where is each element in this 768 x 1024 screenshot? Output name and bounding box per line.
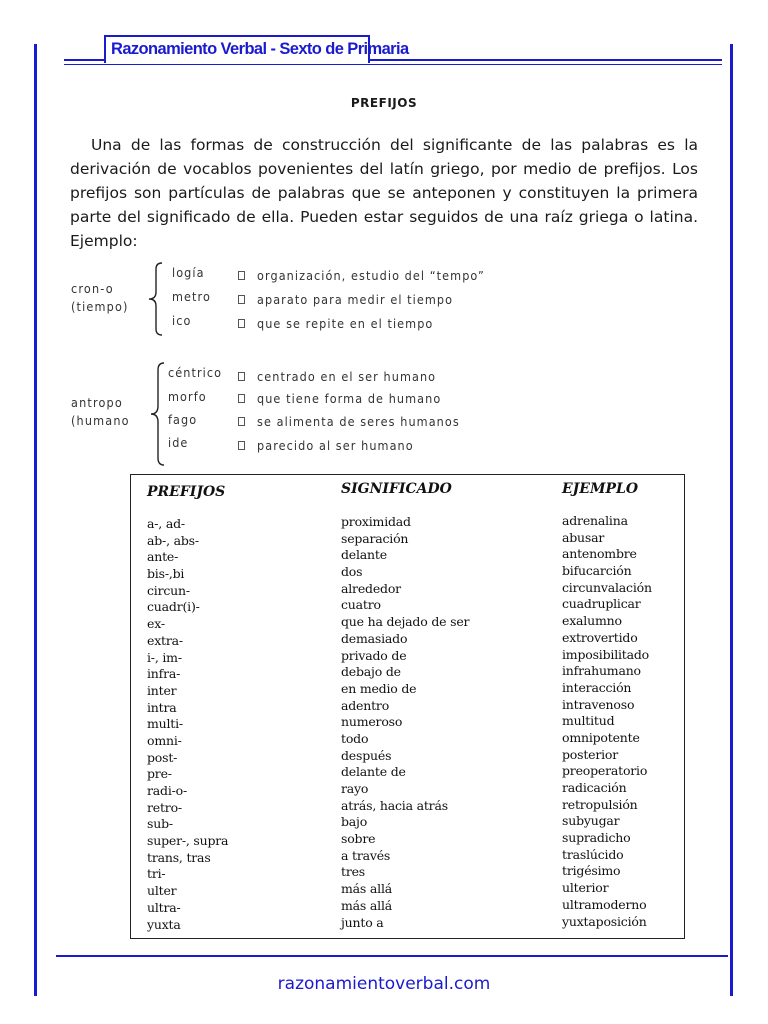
example-column <box>562 513 652 930</box>
table-cell-meaning: todo <box>341 730 369 746</box>
root-name: antropo <box>71 395 123 410</box>
table-cell-example: abusar <box>562 529 605 545</box>
footer-rule <box>56 955 728 957</box>
table-cell-meaning: más allá <box>341 897 392 913</box>
bullet-icon <box>238 394 245 403</box>
table-cell-prefix: trans, tras <box>147 849 211 865</box>
table-cell-example: preoperatorio <box>562 763 648 779</box>
table-cell-prefix: extra- <box>147 632 183 648</box>
table-cell-prefix: yuxta <box>147 916 181 932</box>
table-header-significado: SIGNIFICADO <box>341 481 452 497</box>
table-cell-example: cuadruplicar <box>562 596 641 612</box>
table-cell-prefix: super-, supra <box>147 833 229 849</box>
meaning-item: parecido al ser humano <box>257 438 414 453</box>
table-cell-meaning: alrededor <box>341 580 401 596</box>
table-cell-prefix: ab-, abs- <box>147 532 199 548</box>
intro-paragraph: Una de las formas de construcción del significante de las palabras es la derivación de vocablos povenientes del latín griego, por medio de prefijos. Los prefijos son partículas de palabras que se anteponen y constituyen la primera parte del significado de ella. Pueden estar seguidos de una raíz griega o latina. Ejemplo: <box>70 136 698 250</box>
table-cell-example: ultramoderno <box>562 896 647 912</box>
table-cell-prefix: inter <box>147 682 177 698</box>
table-cell-example: multitud <box>562 713 615 729</box>
table-cell-example: posterior <box>562 746 619 762</box>
table-header-prefijos: PREFIJOS <box>147 484 226 500</box>
table-cell-prefix: sub- <box>147 816 173 832</box>
example-root-antropo <box>71 394 130 430</box>
table-cell-meaning: debajo de <box>341 664 401 680</box>
suffix-item: céntrico <box>168 365 223 380</box>
table-cell-meaning: después <box>341 747 392 763</box>
table-cell-example: exalumno <box>562 613 622 629</box>
table-cell-prefix: circun- <box>147 582 190 598</box>
table-cell-example: supradicho <box>562 830 631 846</box>
table-cell-example: interacción <box>562 679 632 695</box>
table-cell-example: bifucarción <box>562 563 632 579</box>
table-cell-meaning: cuatro <box>341 597 381 613</box>
table-cell-prefix: radi-o- <box>147 783 188 798</box>
footer-link[interactable]: razonamientoverbal.com <box>277 974 491 994</box>
table-cell-example: antenombre <box>562 546 637 562</box>
table-cell-prefix: tri- <box>147 866 166 882</box>
table-cell-example: traslúcido <box>562 846 624 862</box>
table-cell-meaning: dos <box>341 564 363 580</box>
table-cell-prefix: omni- <box>147 732 182 748</box>
bullet-icon <box>238 372 245 381</box>
table-cell-meaning: separación <box>341 530 409 546</box>
table-cell-prefix: i-, im- <box>147 649 182 665</box>
meaning-item: organización, estudio del “tempo” <box>257 268 485 283</box>
table-cell-meaning: tres <box>341 864 366 880</box>
table-cell-example: intravenoso <box>562 696 635 712</box>
table-cell-meaning: privado de <box>341 647 407 663</box>
page-title: PREFIJOS <box>350 96 418 110</box>
bullet-icon <box>238 417 245 426</box>
example-root-cron <box>71 280 129 316</box>
prefix-column <box>147 516 228 933</box>
meaning-item: aparato para medir el tiempo <box>257 292 454 307</box>
table-cell-meaning: sobre <box>341 831 376 847</box>
table-cell-example: radicación <box>562 780 627 795</box>
table-cell-example: adrenalina <box>562 513 628 528</box>
table-cell-prefix: ex- <box>147 616 165 632</box>
root-name: cron-o <box>71 281 114 296</box>
left-border <box>34 44 37 996</box>
header-title: Razonamiento Verbal - Sexto de Primaria <box>104 35 370 63</box>
meaning-item: que se repite en el tiempo <box>257 316 434 331</box>
bullet-icon <box>238 319 245 328</box>
table-cell-prefix: multi- <box>147 716 183 732</box>
table-cell-example: retropulsión <box>562 796 638 812</box>
table-cell-example: infrahumano <box>562 663 641 679</box>
suffix-item: ide <box>168 435 189 450</box>
table-cell-meaning: más allá <box>341 881 392 897</box>
table-cell-meaning: a través <box>341 847 391 863</box>
bullet-icon <box>238 441 245 450</box>
table-cell-meaning: numeroso <box>341 714 403 730</box>
meaning-column <box>341 514 469 931</box>
table-cell-prefix: a-, ad- <box>147 516 185 531</box>
table-cell-example: trigésimo <box>562 863 621 879</box>
table-cell-prefix: pre- <box>147 766 172 782</box>
table-cell-prefix: post- <box>147 749 178 765</box>
bullet-icon <box>238 271 245 280</box>
table-cell-meaning: en medio de <box>341 680 417 696</box>
suffix-item: metro <box>172 289 211 304</box>
bullet-icon <box>238 295 245 304</box>
table-cell-meaning: que ha dejado de ser <box>341 614 470 630</box>
table-cell-prefix: ante- <box>147 549 179 565</box>
table-cell-example: extrovertido <box>562 629 638 645</box>
header-rule-inner <box>64 64 722 65</box>
table-cell-meaning: demasiado <box>341 630 408 646</box>
meaning-item: se alimenta de seres humanos <box>257 414 460 429</box>
meaning-item: que tiene forma de humano <box>257 391 442 406</box>
table-cell-meaning: adentro <box>341 697 390 713</box>
meaning-item: centrado en el ser humano <box>257 369 437 384</box>
table-cell-prefix: infra- <box>147 666 181 682</box>
table-cell-example: omnipotente <box>562 729 640 745</box>
table-cell-prefix: intra <box>147 699 177 715</box>
table-cell-meaning: delante <box>341 547 387 563</box>
suffix-item: ico <box>172 313 192 328</box>
suffix-item: logía <box>172 265 205 280</box>
brace-icon <box>148 362 166 466</box>
table-cell-meaning: atrás, hacia atrás <box>341 797 448 813</box>
table-cell-meaning: delante de <box>341 764 406 780</box>
root-meaning: (tiempo) <box>71 299 129 314</box>
table-cell-prefix: ultra- <box>147 899 181 915</box>
table-header-ejemplo: EJEMPLO <box>562 481 639 497</box>
suffix-item: fago <box>168 412 198 427</box>
brace-icon <box>146 262 164 336</box>
table-cell-example: ulterior <box>562 880 609 896</box>
table-cell-prefix: ulter <box>147 883 177 899</box>
table-cell-meaning: junto a <box>341 914 384 930</box>
right-border <box>730 44 733 996</box>
table-cell-meaning: bajo <box>341 814 368 830</box>
root-meaning: (humano <box>71 413 130 428</box>
table-cell-prefix: bis-,bi <box>147 566 185 582</box>
table-cell-example: yuxtaposición <box>562 913 647 929</box>
table-cell-prefix: cuadr(i)- <box>147 599 200 615</box>
table-cell-meaning: proximidad <box>341 514 411 529</box>
table-cell-example: subyugar <box>562 813 620 829</box>
suffix-item: morfo <box>168 389 207 404</box>
table-cell-meaning: rayo <box>341 781 369 796</box>
table-cell-prefix: retro- <box>147 799 182 815</box>
table-cell-example: imposibilitado <box>562 646 649 662</box>
table-cell-example: circunvalación <box>562 579 652 595</box>
